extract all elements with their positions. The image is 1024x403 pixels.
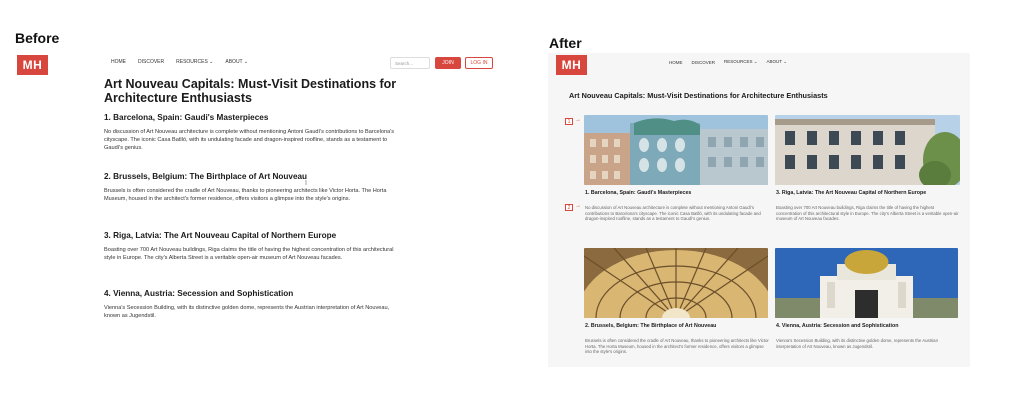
main-nav: [111, 59, 248, 65]
section-body-vienna: Vienna's Secession Building, with its distinctive golden dome, represents the Austrian interpretation of Art Nouveau, known as Jugendstil.: [104, 305, 390, 319]
text-cursor-icon: I: [305, 180, 307, 187]
annotation-marker-2: 2: [565, 204, 573, 211]
card-heading-barcelona[interactable]: 1. Barcelona, Spain: Gaudi's Masterpieces: [585, 190, 692, 196]
before-label: Before: [15, 30, 60, 46]
section-body-brussels: Brussels is often considered the cradle of Art Nouveau, thanks to pioneering architects like Victor Horta. The Horta Museum, housed in the architect's former residence, offers visitors a glimpse into the style's origins.: [104, 188, 387, 202]
section-body-riga: Boasting over 700 Art Nouveau buildings, Riga claims the title of having the highest concentration of this architectural style in Europe. The city's Alberta Street is a veritable open-air museum of Art Nouveau facades.: [104, 247, 394, 261]
nav-home[interactable]: HOME: [669, 59, 683, 65]
nav-home[interactable]: HOME: [111, 59, 126, 65]
section-body-barcelona: No discussion of Art Nouveau architecture is complete without mentioning Antoni Gaudí's contributions to Barcelona's cityscape. The iconic Casa Batlló, with its undulating facade and dragon-inspired roofline, stands as a testament to Gaudí's genius.: [104, 129, 395, 151]
card-body-brussels: Brussels is often considered the cradle of Art Nouveau, thanks to pioneering architects like Victor Horta. The Horta Museum, housed in the architect's former residence, offers visitors a glimpse into the style's origins.: [585, 338, 769, 355]
card-body-barcelona: No discussion of Art Nouveau architecture is complete without mentioning Antoni Gaudí's contributions to Barcelona's cityscape. The iconic Casa Batlló, with its undulating facade and dragon-inspired roofline, stands as a testament to Gaudí's genius.: [585, 205, 761, 222]
card-heading-riga[interactable]: 3. Riga, Latvia: The Art Nouveau Capital of Northern Europe: [776, 190, 927, 196]
arrow-right-icon: →: [575, 203, 581, 209]
main-nav: [669, 59, 787, 65]
section-heading-riga: 3. Riga, Latvia: The Art Nouveau Capital of Northern Europe: [104, 231, 337, 240]
card-body-vienna: Vienna's Secession Building, with its distinctive golden dome, represents the Austrian interpretation of Art Nouveau, known as Jugendstil.: [776, 338, 938, 349]
section-heading-vienna: 4. Vienna, Austria: Secession and Sophistication: [104, 289, 294, 298]
nav-about[interactable]: ABOUT ⌄: [225, 59, 249, 65]
search-input[interactable]: Search...: [390, 57, 430, 69]
vienna-image[interactable]: [775, 248, 958, 318]
card-heading-vienna[interactable]: 4. Vienna, Austria: Secession and Sophistication: [776, 323, 899, 329]
section-heading-brussels: 2. Brussels, Belgium: The Birthplace of Art Nouveau: [104, 172, 308, 181]
nav-resources[interactable]: RESOURCES ⌄: [176, 59, 214, 65]
riga-image[interactable]: [775, 115, 960, 185]
join-button[interactable]: JOIN: [435, 57, 461, 69]
brussels-image[interactable]: [584, 248, 768, 318]
nav-resources[interactable]: RESOURCES ⌄: [724, 59, 758, 64]
section-heading-barcelona: 1. Barcelona, Spain: Gaudi's Masterpieces: [104, 113, 269, 122]
card-heading-brussels[interactable]: 2. Brussels, Belgium: The Birthplace of Art Nouveau: [585, 323, 717, 329]
nav-discover[interactable]: DISCOVER: [138, 59, 165, 65]
nav-discover[interactable]: DISCOVER: [691, 59, 716, 65]
nav-about[interactable]: ABOUT ⌄: [766, 59, 787, 64]
site-logo[interactable]: MH: [556, 55, 587, 75]
card-body-riga: Boasting over 700 Art Nouveau buildings, Riga claims the title of having the highest concentration of this architectural style in Europe. The city's Alberta Street is a veritable open-air museum of Art Nouveau facades.: [776, 205, 959, 222]
barcelona-image[interactable]: [584, 115, 768, 185]
article-title: Art Nouveau Capitals: Must-Visit Destinations for Architecture Enthusiasts: [104, 77, 397, 105]
after-label: After: [549, 35, 582, 51]
article-title: Art Nouveau Capitals: Must-Visit Destinations for Architecture Enthusiasts: [569, 91, 828, 100]
site-logo[interactable]: MH: [17, 55, 48, 75]
arrow-right-icon: →: [575, 117, 581, 123]
annotation-marker-1: 1: [565, 118, 573, 125]
login-button[interactable]: LOG IN: [465, 57, 493, 69]
